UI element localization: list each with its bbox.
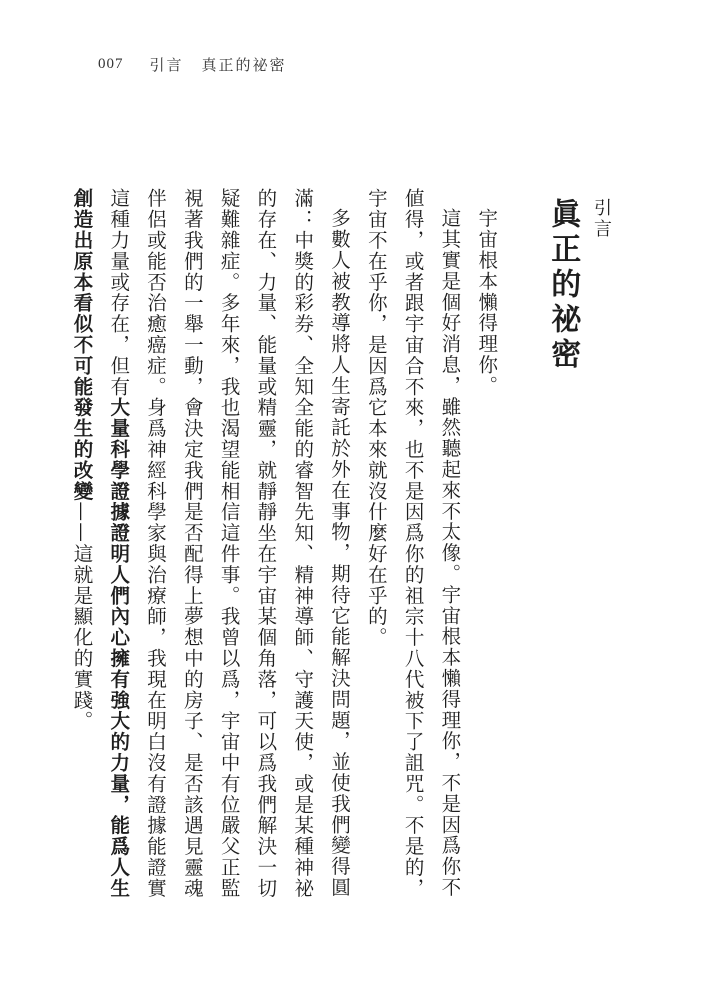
paragraph-3-text: 多數人被教導將人生寄託於外在事物，期待它能解決問題，並使我們變得圓滿：中獎的彩券、全知全能的睿智先知、精神導師、守護天使，或是某種神祕的存在、力量、能量或精靈，就靜靜坐在宇宙某個角落，可以爲我們解決一切疑難雜症。多年來，我也渴望能相信這件事。我曾以爲，宇宙中有位嚴父正監視著我們的一舉一動，會決定我們是否配得上夢想中的房子、是否該遇見靈魂伴侶或能否治癒癌症。身爲神經科學家與治療師，我現在明白沒有證據能證實這種力量或存在，但有 xyxy=(107,188,352,899)
emphasis-scientific-evidence: 大量科學證據證明人們內心擁有強大的力量，能爲人生創造出原本看似不可能發生的改變 xyxy=(70,188,131,899)
vertical-text-body xyxy=(70,188,619,918)
chapter-label: 引言 xyxy=(591,198,612,240)
paragraph-2: 這其實是個好消息，雖然聽起來不太像。宇宙根本懶得理你，不是因爲你不値得，或者跟宇宙合不來，也不是因爲你的祖宗十八代被下了詛咒。不是的，宇宙不在乎你，是因爲它本來就沒什麼好在乎的。 xyxy=(364,188,462,899)
header-section: 引言 xyxy=(149,55,184,74)
page-number: 007 xyxy=(98,55,124,72)
chapter-title: 眞正的祕密 xyxy=(545,198,581,373)
running-header xyxy=(98,52,287,76)
paragraph-1: 宇宙根本懶得理你。 xyxy=(475,207,499,396)
paragraph-3 xyxy=(63,188,357,918)
paragraph-3-tail: ——這就是顯化的實踐。 xyxy=(70,501,94,732)
header-title: 真正的祕密 xyxy=(201,55,287,74)
